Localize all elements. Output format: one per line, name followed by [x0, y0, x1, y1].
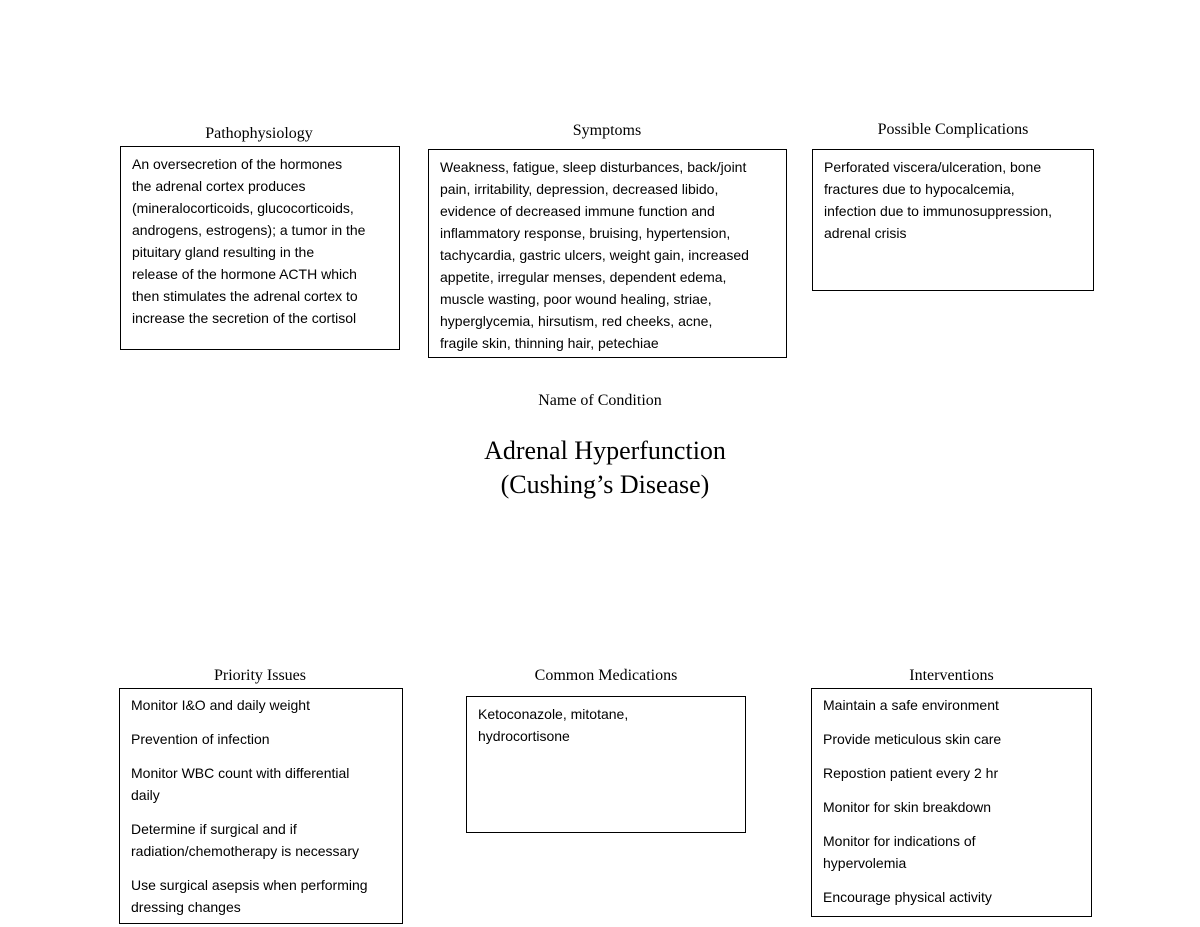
condition-label: Name of Condition [538, 392, 662, 409]
intervention-item [823, 796, 1083, 818]
priority-issues-box [119, 688, 403, 924]
priority-issues-heading: Priority Issues [214, 667, 306, 684]
priority-issue-item [131, 818, 394, 862]
symptoms-box [428, 149, 787, 358]
priority-issue-line: daily [131, 787, 160, 803]
symptoms-line: pain, irritability, depression, decreased libido, [440, 181, 719, 197]
complications-line: fractures due to hypocalcemia, [824, 181, 1015, 197]
symptoms-line: hyperglycemia, hirsutism, red cheeks, acne, [440, 313, 713, 329]
priority-issue-line: Monitor I&O and daily weight [131, 697, 310, 713]
priority-issue-line: Monitor WBC count with differential [131, 765, 350, 781]
pathophysiology-line: then stimulates the adrenal cortex to [132, 288, 358, 304]
symptoms-line: appetite, irregular menses, dependent edema, [440, 269, 727, 285]
priority-issue-item [131, 874, 394, 918]
condition-title-line2: (Cushing’s Disease) [500, 470, 710, 499]
symptoms-line: tachycardia, gastric ulcers, weight gain, increased [440, 247, 749, 263]
intervention-line: Repostion patient every 2 hr [823, 765, 999, 781]
symptoms-line: Weakness, fatigue, sleep disturbances, back/joint [440, 159, 747, 175]
condition-title-line1: Adrenal Hyperfunction [484, 436, 726, 465]
pathophysiology-line: release of the hormone ACTH which [132, 266, 357, 282]
pathophysiology-line: An oversecretion of the hormones [132, 156, 343, 172]
priority-issue-line: Use surgical asepsis when performing [131, 877, 368, 893]
symptoms-line: muscle wasting, poor wound healing, striae, [440, 291, 712, 307]
medications-box [466, 696, 746, 833]
interventions-heading: Interventions [909, 667, 994, 684]
priority-issue-line: dressing changes [131, 899, 241, 915]
intervention-line: Monitor for skin breakdown [823, 799, 992, 815]
pathophysiology-line: (mineralocorticoids, glucocorticoids, [132, 200, 354, 216]
complications-line: infection due to immunosuppression, [824, 203, 1053, 219]
priority-issue-item [131, 762, 394, 806]
interventions-box [811, 688, 1092, 917]
intervention-line: Monitor for indications of [823, 833, 976, 849]
priority-issue-line: radiation/chemotherapy is necessary [131, 843, 360, 859]
symptoms-line: evidence of decreased immune function and [440, 203, 715, 219]
intervention-item [823, 886, 1083, 908]
symptoms-line: inflammatory response, bruising, hypertension, [440, 225, 731, 241]
complications-heading: Possible Complications [877, 121, 1029, 138]
priority-issue-item [131, 694, 394, 716]
symptoms-heading: Symptoms [572, 122, 642, 139]
pathophysiology-line: increase the secretion of the cortisol [132, 310, 357, 326]
pathophysiology-heading: Pathophysiology [205, 125, 313, 142]
complications-line: adrenal crisis [824, 225, 907, 241]
pathophysiology-line: the adrenal cortex produces [132, 178, 306, 194]
intervention-item [823, 694, 1083, 716]
intervention-item [823, 728, 1083, 750]
medications-line: hydrocortisone [478, 728, 570, 744]
pathophysiology-box [120, 146, 400, 350]
intervention-line: Provide meticulous skin care [823, 731, 1002, 747]
medications-heading: Common Medications [534, 667, 678, 684]
pathophysiology-line: androgens, estrogens); a tumor in the [132, 222, 366, 238]
intervention-item [823, 830, 1083, 874]
priority-issue-line: Prevention of infection [131, 731, 270, 747]
pathophysiology-line: pituitary gland resulting in the [132, 244, 315, 260]
complications-line: Perforated viscera/ulceration, bone [824, 159, 1042, 175]
symptoms-line: fragile skin, thinning hair, petechiae [440, 335, 659, 351]
medications-line: Ketoconazole, mitotane, [478, 706, 629, 722]
priority-issue-item [131, 728, 394, 750]
intervention-line: hypervolemia [823, 855, 907, 871]
intervention-line: Maintain a safe environment [823, 697, 999, 713]
priority-issue-line: Determine if surgical and if [131, 821, 297, 837]
condition-title [355, 434, 855, 502]
intervention-line: Encourage physical activity [823, 889, 992, 905]
complications-box [812, 149, 1094, 291]
intervention-item [823, 762, 1083, 784]
